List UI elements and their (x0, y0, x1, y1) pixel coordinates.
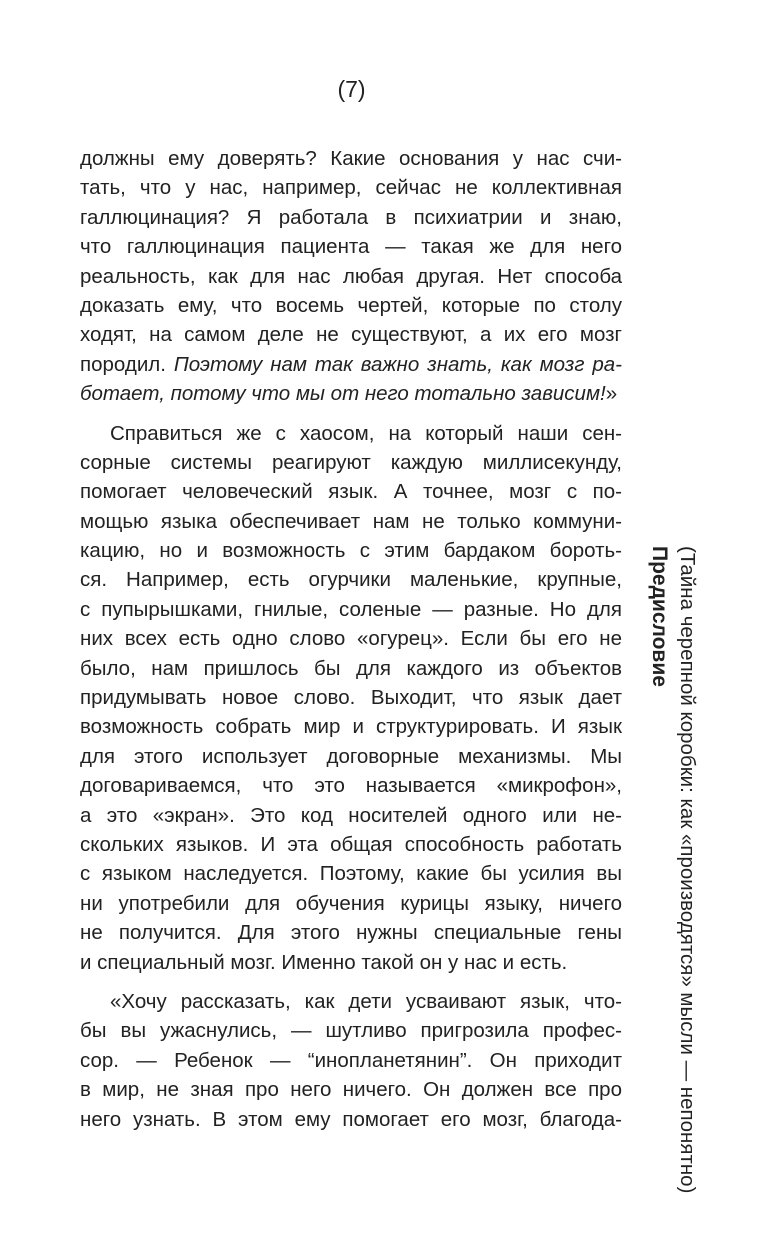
paragraph (80, 987, 622, 1134)
running-header (645, 546, 701, 1194)
italic-span: Поэтому нам так важно знать, как мозг ра- (173, 352, 622, 376)
text-line: галлюцинация? Я работала в психиатрии и знаю, (80, 205, 622, 229)
text-line: и специальный мозг. Именно такой он у нас и есть. (80, 950, 568, 974)
text-line: с пупырышками, гнилые, соленые — разные. Но для (80, 597, 622, 621)
text-line: мощью языка обеспечивает нам не только коммуни- (80, 509, 622, 533)
text-line: скольких языков. И эта общая способность работать (80, 832, 622, 856)
text-line: него узнать. В этом ему помогает его мозг, благода- (80, 1107, 622, 1131)
running-header-title: Предисловие (648, 546, 671, 687)
text-line (80, 350, 622, 379)
running-header-subtitle: (Тайна черепной коробки: как «производятся» мысли — непонятно) (676, 546, 699, 1194)
text-line: них всех есть одно слово «огурец». Если бы его не (80, 627, 622, 651)
body-text (80, 144, 622, 1134)
text-line: не получится. Для этого нужны специальные гены (80, 921, 622, 945)
text-line: реальность, как для нас любая другая. Нет способа (80, 264, 622, 288)
text-line: придумывать новое слово. Выходит, что язык дает (80, 686, 622, 710)
text-line: бы вы ужаснулись, — шутливо пригрозила профес- (80, 1019, 622, 1043)
text-line: ни употребили для обучения курицы языку, ничего (80, 891, 622, 915)
paragraph (80, 144, 622, 409)
text-line: ходят, на самом деле не существуют, а их его мозг (80, 323, 622, 347)
text-line (80, 379, 622, 408)
text-line: в мир, не зная про него ничего. Он должен все про (80, 1078, 622, 1102)
text-line: сор. — Ребенок — “инопланетянин”. Он приходит (80, 1048, 622, 1072)
page-number: (7) (337, 76, 366, 102)
text-line: ся. Например, есть огурчики маленькие, крупные, (80, 568, 622, 592)
text-line: должны ему доверять? Какие основания у нас счи- (80, 147, 622, 170)
text-line: с языком наследуется. Поэтому, какие бы усилия вы (80, 862, 622, 886)
text-line: сорные системы реагируют каждую миллисекунду, (80, 450, 622, 474)
italic-span: ботает, потому что мы от него тотально зависим! (80, 382, 606, 406)
text-line: Справиться же с хаосом, на который наши сен- (110, 421, 622, 445)
text-line: «Хочу рассказать, как дети усваивают язык, что- (110, 989, 622, 1013)
text-line: кацию, но и возможность с этим бардаком бороть- (80, 539, 622, 563)
text-line: возможность собрать мир и структурировать. И язык (80, 715, 622, 739)
text-line: для этого использует договорные механизмы. Мы (80, 744, 622, 768)
text-line: доказать ему, что восемь чертей, которые по столу (80, 293, 622, 317)
text-line: что галлюцинация пациента — такая же для него (80, 235, 622, 259)
text-span: » (605, 382, 618, 406)
text-line: а это «экран». Это код носителей одного или не- (80, 803, 622, 827)
paragraph (80, 419, 622, 977)
text-line: тать, что у нас, например, сейчас не коллективная (80, 176, 622, 200)
text-line: договариваемся, что это называется «микрофон», (80, 774, 622, 798)
text-span: породил. (80, 352, 174, 376)
text-line: было, нам пришлось бы для каждого из объектов (80, 656, 622, 680)
text-line: помогает человеческий язык. А точнее, мозг с по- (80, 480, 622, 504)
